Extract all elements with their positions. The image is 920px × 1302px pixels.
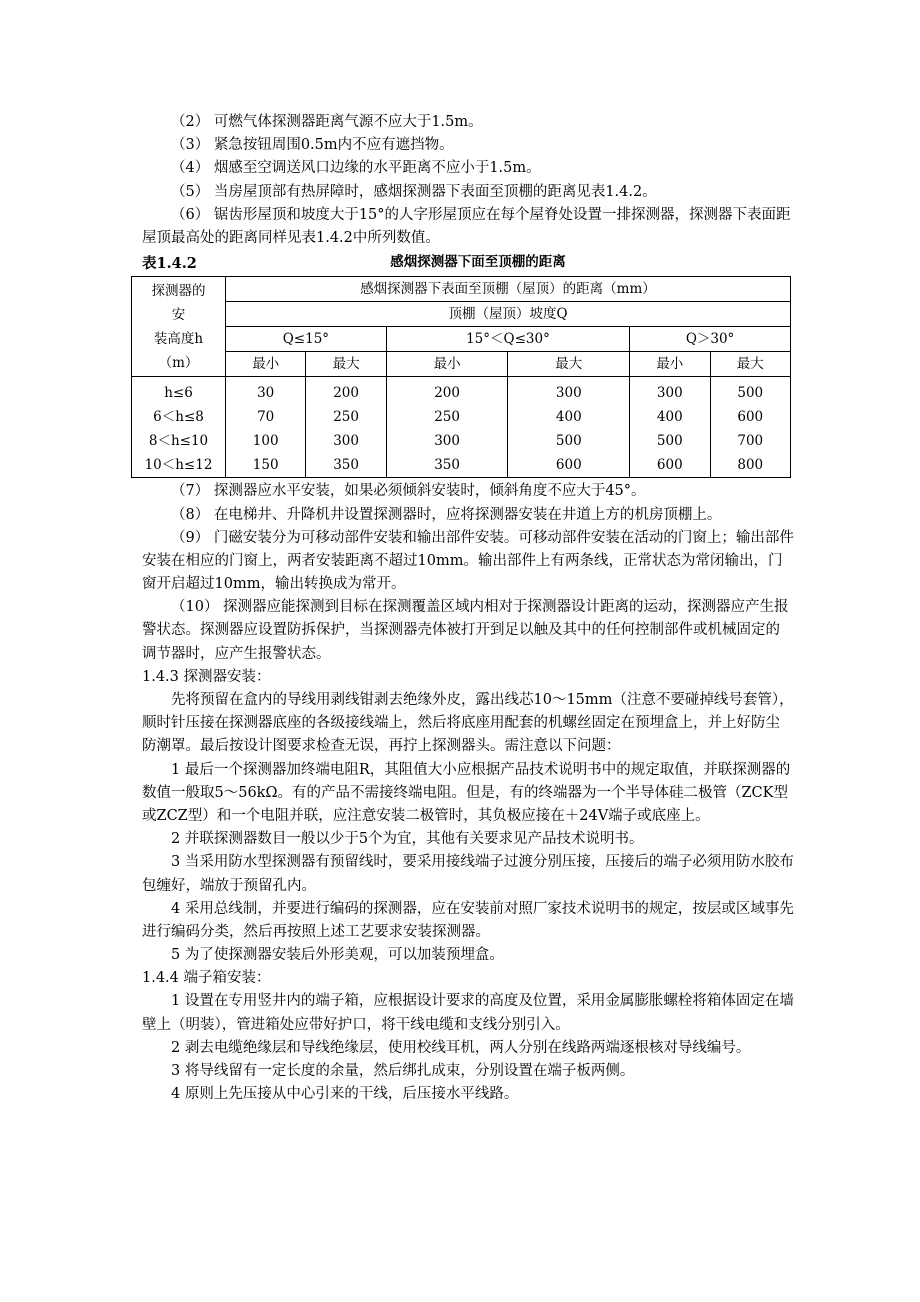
document-body [142, 111, 794, 1106]
table-cell: 100 [252, 433, 279, 450]
header-sub: 最大 [306, 352, 386, 377]
list-item: 2 并联探测器数目一般以少于5个为宜，其他有关要求见产品技术说明书。 [171, 831, 644, 848]
list-item: 4 原则上先压接从中心引来的干线，后压接水平线路。 [171, 1086, 519, 1103]
table-number: 表1.4.2 [142, 255, 197, 273]
section-heading: 1.4.3 探测器安装： [142, 668, 271, 685]
table-cell: 500 [555, 433, 582, 450]
table-cell: 300 [555, 385, 582, 402]
list-item: （7） 探测器应水平安装，如果必须倾斜安装时，倾斜角度不应大于45°。 [171, 483, 646, 500]
header-sub: 最小 [386, 352, 508, 377]
list-item: （4） 烟感至空调送风口边缘的水平距离不应小于1.5m。 [171, 160, 541, 177]
table-caption [142, 252, 794, 275]
value-column [306, 377, 386, 478]
row-header-line: （m） [158, 354, 199, 371]
list-item: （3） 紧急按钮周围0.5m内不应有遮挡物。 [171, 137, 454, 154]
list-item: 2 剥去电缆绝缘层和导线绝缘层，使用校线耳机，两人分别在线路两端逐根核对导线编号。 [171, 1039, 751, 1056]
header-sub: 最大 [508, 352, 630, 377]
list-item: 3 将导线留有一定长度的余量，然后绑扎成束，分别设置在端子板两侧。 [171, 1063, 635, 1079]
value-column [226, 377, 306, 478]
height-range: 6＜h≤8 [153, 409, 204, 426]
header-sub: 最大 [710, 352, 790, 377]
table-cell: 600 [737, 409, 764, 426]
table-cell: 30 [257, 385, 275, 402]
header-distance: 感烟探测器下表面至顶棚（屋顶）的距离（mm） [226, 277, 791, 302]
table-cell: 800 [737, 457, 764, 474]
table-cell: 350 [333, 457, 359, 474]
row-header-line: 探测器的 [151, 282, 206, 299]
table-cell: 350 [434, 457, 460, 474]
row-header-line: 安 [171, 306, 186, 323]
table-cell: 70 [257, 409, 275, 426]
table-cell: 300 [656, 385, 683, 402]
list-item: 1 设置在专用竖井内的端子箱，应根据设计要求的高度及位置，采用金属膨胀螺栓将箱体固定在墙壁上（明装），管进箱处应带好护口，将干线电缆和支线分别引入。 [142, 993, 794, 1033]
header-sub: 最小 [226, 352, 306, 377]
value-column [630, 377, 710, 478]
table-cell: 200 [333, 385, 359, 402]
table-cell: 600 [555, 457, 582, 474]
list-item: （6） 锯齿形屋顶和坡度大于15°的人字形屋顶应在每个屋脊处设置一排探测器，探测器下表面距屋顶最高处的距离同样见表1.4.2中所列数值。 [142, 206, 791, 246]
value-column [386, 377, 508, 478]
header-group: 15°＜Q≤30° [386, 327, 629, 352]
table-title: 感烟探测器下面至顶棚的距离 [390, 254, 566, 271]
table-cell: 200 [434, 385, 460, 402]
table-cell: 500 [656, 433, 683, 450]
list-item: （5） 当房屋顶部有热屏障时，感烟探测器下表面至顶棚的距离见表1.4.2。 [171, 183, 657, 200]
list-item: 1 最后一个探测器加终端电阻R，其阻值大小应根据产品技术说明书中的规定取值，并联探测器的数值一般取5～56kΩ。有的产品不需接终端电阻。但是，有的终端器为一个半导体硅二极管（ZCK型或ZCZ型）和一个电阻并联，应注意安装二极管时，其负极应接在＋24V端子或底座上。 [142, 761, 791, 824]
header-sub: 最小 [630, 352, 710, 377]
table-cell: 700 [737, 433, 764, 450]
value-column [710, 377, 790, 478]
row-header-line: 装高度h [153, 330, 204, 347]
header-group: Q＞30° [630, 327, 791, 352]
table-cell: 400 [656, 409, 683, 426]
height-column [132, 377, 226, 478]
list-item: （2） 可燃气体探测器距离气源不应大于1.5m。 [171, 114, 483, 130]
section-heading: 1.4.4 端子箱安装： [142, 970, 271, 987]
table-cell: 600 [656, 457, 683, 474]
row-header-cell [132, 277, 226, 377]
table-cell: 300 [333, 433, 359, 450]
height-range: 10＜h≤12 [144, 457, 213, 474]
height-range: h≤6 [164, 385, 193, 402]
height-range: 8＜h≤10 [148, 433, 209, 450]
list-item: 5 为了使探测器安装后外形美观，可以加装预埋盒。 [171, 947, 504, 964]
list-item: （8） 在电梯井、升降机井设置探测器时，应将探测器安装在井道上方的机房顶棚上。 [171, 506, 722, 523]
list-item: 3 当采用防水型探测器有预留线时，要采用接线端子过渡分别压接，压接后的端子必须用防水胶布包缠好，端放于预留孔内。 [142, 854, 794, 894]
table-cell: 400 [555, 409, 582, 426]
table-cell: 300 [434, 433, 460, 450]
list-item: （9） 门磁安装分为可移动部件安装和输出部件安装。可移动部件安装在活动的门窗上；输出部件安装在相应的门窗上，两者安装距离不超过10mm。输出部件上有两条线，正常状态为常闭输出，门窗开启超过10mm，输出转换成为常开。 [142, 529, 794, 593]
table-cell: 500 [737, 385, 764, 402]
section-intro: 先将预留在盒内的导线用剥线钳剥去绝缘外皮，露出线芯10～15mm（注意不要碰掉线号套管），顺时针压接在探测器底座的各级接线端上，然后将底座用配套的机螺丝固定在预埋盒上，并上好防尘防潮罩。最后按设计图要求检查无误，再拧上探测器头。需注意以下问题： [142, 692, 794, 755]
table-cell: 150 [252, 457, 279, 474]
header-slope: 顶棚（屋顶）坡度Q [226, 302, 791, 327]
table-cell: 250 [434, 409, 460, 426]
detector-distance-table [131, 276, 791, 478]
value-column [508, 377, 630, 478]
table-cell: 250 [333, 409, 359, 426]
list-item: （10） 探测器应能探测到目标在探测覆盖区域内相对于探测器设计距离的运动，探测器应产生报警状态。探测器应设置防拆保护，当探测器壳体被打开到足以触及其中的任何控制部件或机械固定的调节器时，应产生报警状态。 [142, 599, 789, 662]
header-group: Q≤15° [226, 327, 387, 352]
list-item: 4 采用总线制，并要进行编码的探测器，应在安装前对照厂家技术说明书的规定，按层或区域事先进行编码分类，然后再按照上述工艺要求安装探测器。 [142, 900, 794, 940]
